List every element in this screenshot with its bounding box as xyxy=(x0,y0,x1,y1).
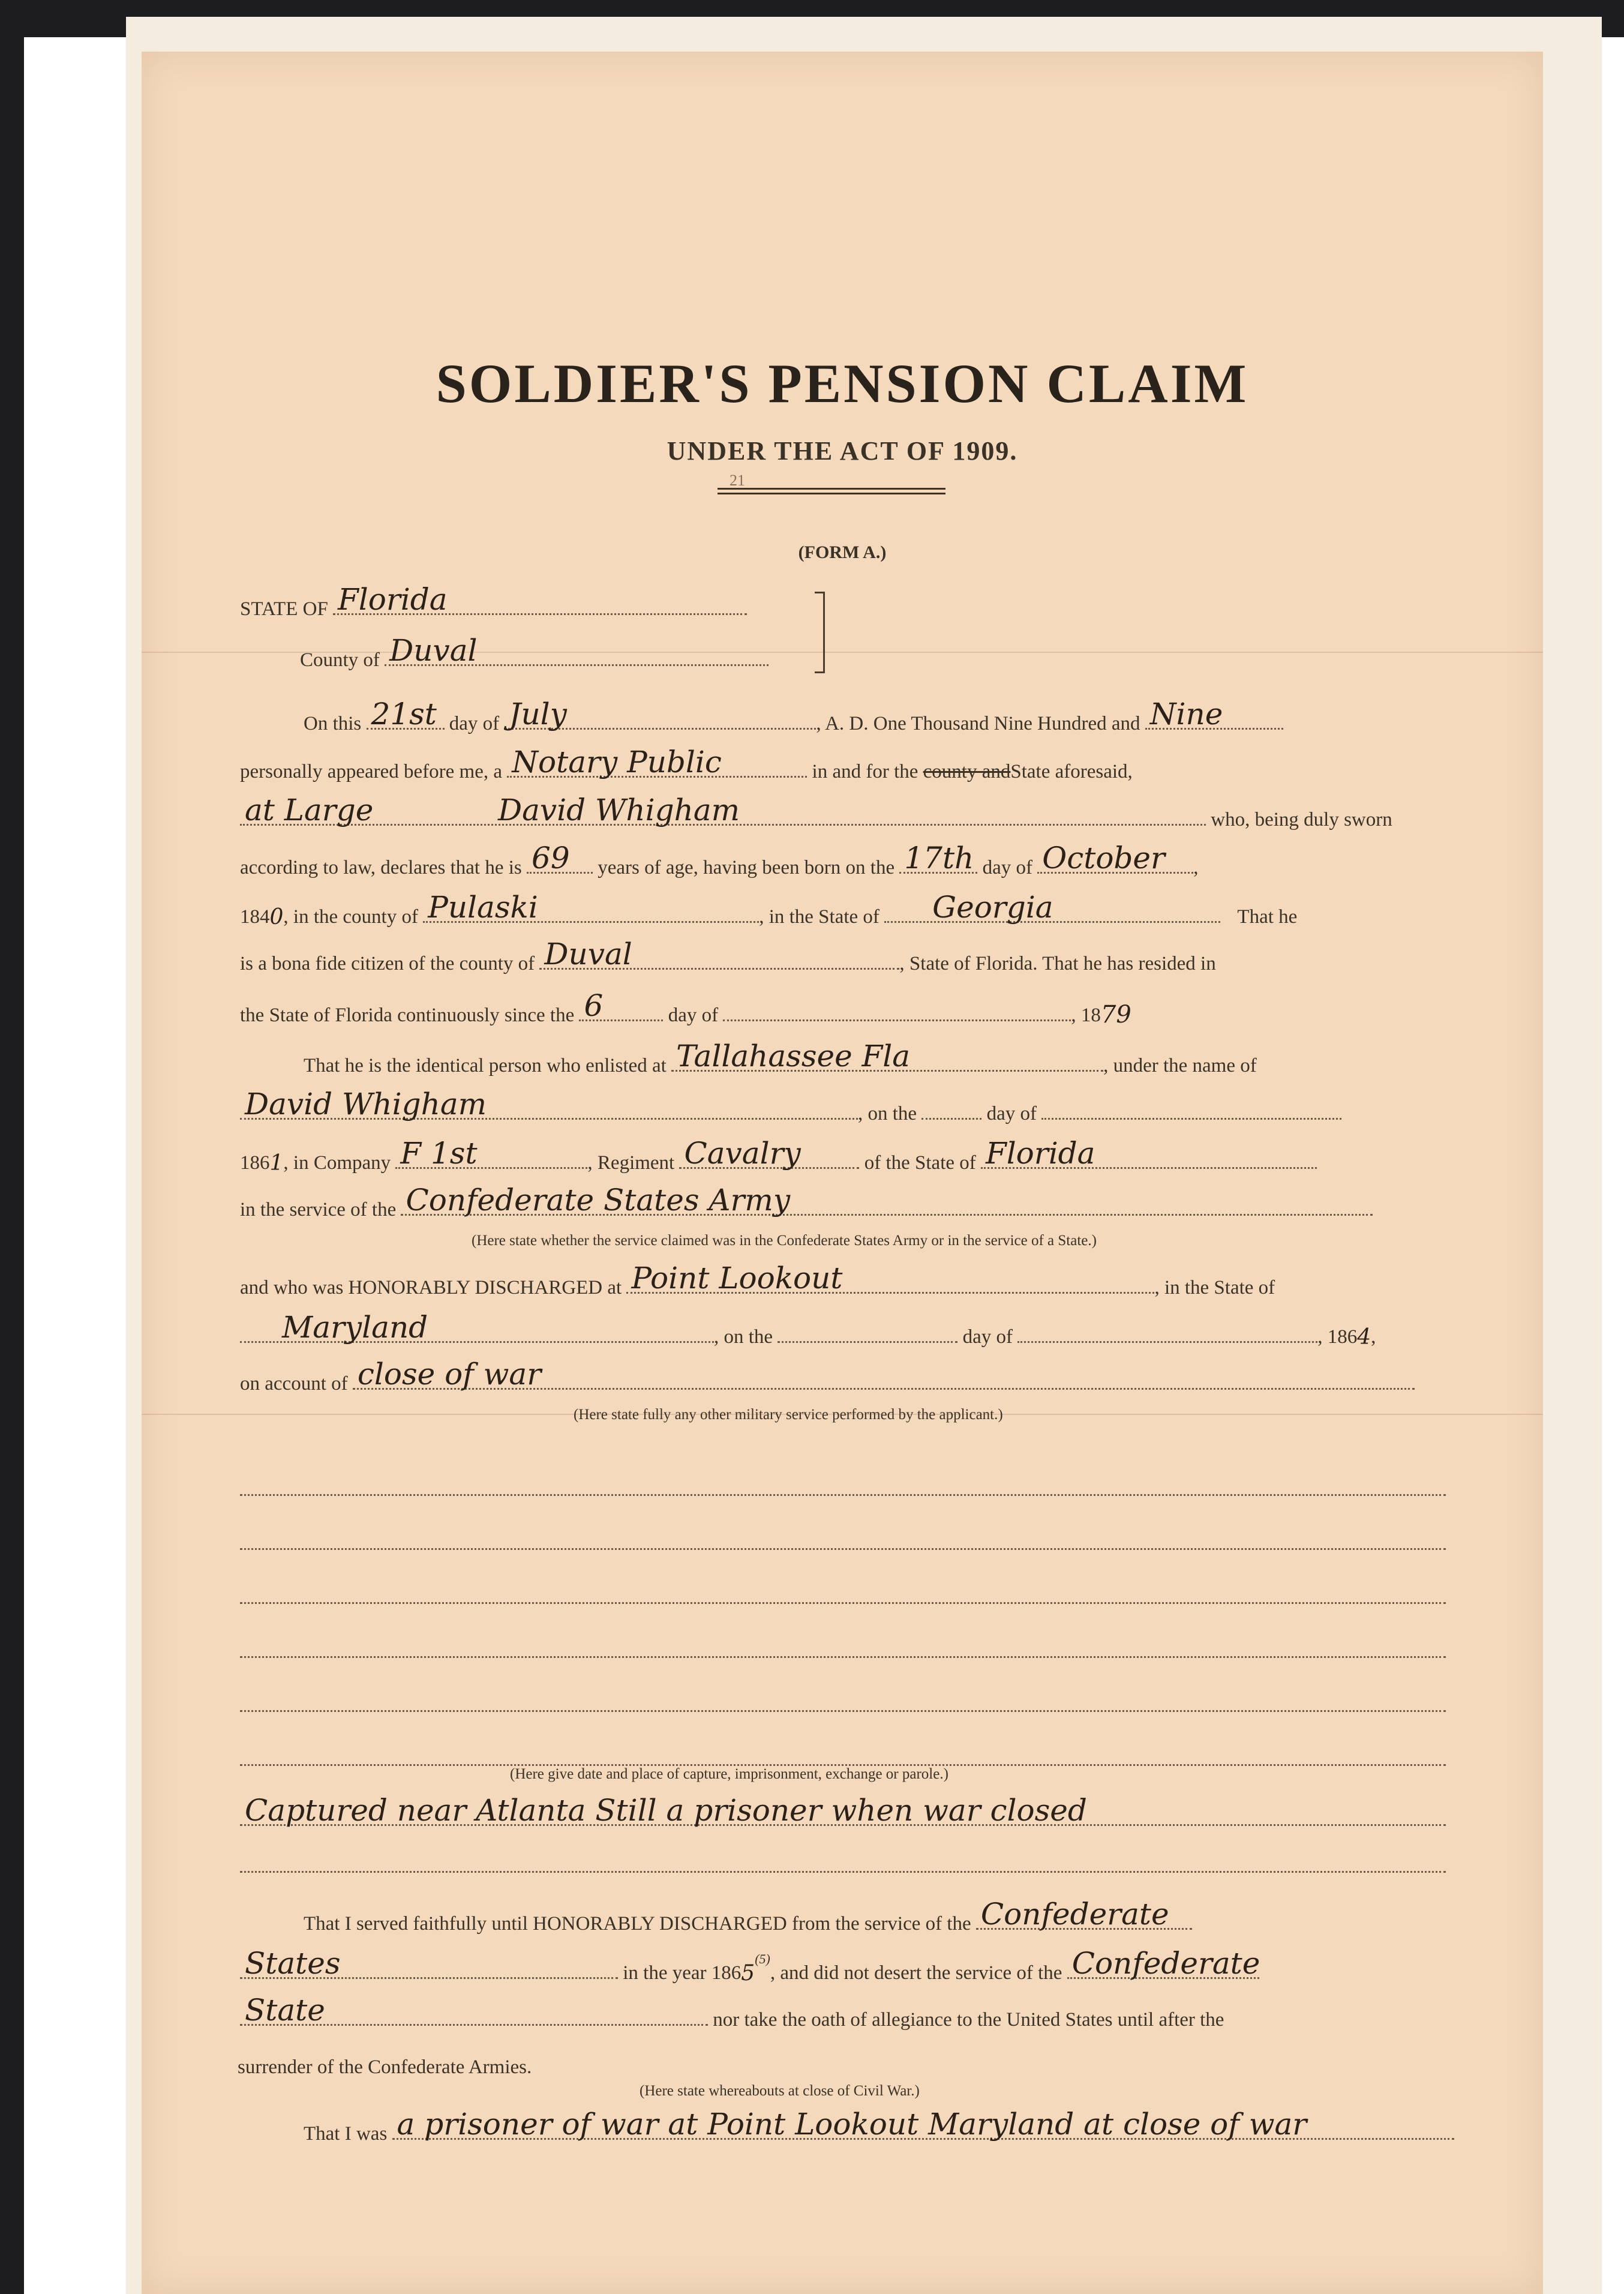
text-day-of: day of xyxy=(668,1004,719,1026)
enlistment-line-1 xyxy=(304,1039,1257,1076)
appearance-line-1 xyxy=(304,697,1283,734)
margin-annotation: 21 xyxy=(730,472,745,489)
form-subtitle: UNDER THE ACT OF 1909. xyxy=(667,436,1018,466)
enlisted-name-value: David Whigham xyxy=(245,1087,487,1121)
declaration-line-1: according to law, declares that he is 69 years of age, having been born on the 17th day of October , xyxy=(240,841,1199,878)
faithful-service-field-1 xyxy=(976,1897,1192,1932)
regiment-field xyxy=(679,1136,859,1171)
form-title: SOLDIER'S PENSION CLAIM xyxy=(436,353,1249,414)
born-year-value: 0 xyxy=(269,905,284,929)
text-served-faithfully: That I served faithfully until HONORABLY DISCHARGED from the service of the xyxy=(304,1913,971,1935)
affiant-field xyxy=(240,793,1206,827)
text-that-he: That he xyxy=(1237,906,1298,928)
enlistment-line-3 xyxy=(240,1136,1317,1176)
discharge-state-field xyxy=(240,1310,714,1345)
blank-line xyxy=(240,1857,1446,1873)
declaration-line-3 xyxy=(240,937,1216,974)
blank-line xyxy=(240,1480,1446,1496)
discharge-reason-value: close of war xyxy=(357,1357,542,1392)
company-field xyxy=(395,1136,587,1171)
text-not-desert: , and did not desert the service of the xyxy=(770,1962,1062,1984)
blank-line xyxy=(240,1750,1446,1766)
declaration-line-2 xyxy=(240,890,1298,929)
officer-field xyxy=(507,745,807,779)
birth-month-value: October xyxy=(1042,841,1165,875)
text-day-of: day of xyxy=(449,713,500,734)
discharge-place-field xyxy=(626,1261,1154,1296)
age-value: 69 xyxy=(532,841,570,875)
county-of-line xyxy=(300,633,769,671)
text-in-service: in the service of the xyxy=(240,1199,397,1221)
text-years-of-age: years of age, having been born on the xyxy=(598,857,895,878)
faithful-service-field-1b xyxy=(240,1946,618,1981)
enlisted-at-field xyxy=(671,1039,1103,1073)
state-of-field xyxy=(333,582,747,617)
state-of-value: Florida xyxy=(338,582,448,617)
enlisted-month-field xyxy=(1041,1103,1341,1120)
text-in-and-for: in and for the xyxy=(812,761,918,782)
company-value: F 1st xyxy=(400,1136,478,1171)
text-year-prefix: 186 xyxy=(240,1152,270,1174)
discharge-month-field xyxy=(1017,1327,1317,1343)
faithful-service-value-1: Confederate xyxy=(980,1897,1169,1932)
text-in-state-of: , in the State of xyxy=(1154,1277,1275,1299)
day-field xyxy=(367,697,445,731)
whereabouts-field xyxy=(392,2107,1454,2142)
appearance-line-3 xyxy=(240,793,1392,830)
enlisted-state-field xyxy=(981,1136,1317,1171)
faithful-service-field-2b xyxy=(240,1993,708,2028)
age-field xyxy=(527,841,593,875)
text-identical: That he is the identical person who enlisted at xyxy=(304,1055,667,1076)
declaration-line-4 xyxy=(240,988,1131,1028)
discharge-line-1 xyxy=(240,1261,1275,1299)
discharge-day-field xyxy=(778,1327,957,1343)
venue-bracket xyxy=(815,592,825,673)
whereabouts-value: a prisoner of war at Point Lookout Maryland at close of war xyxy=(397,2107,1307,2142)
faithful-service-field-2 xyxy=(1067,1946,1260,1981)
birth-county-value: Pulaski xyxy=(428,890,538,925)
scan-border-left xyxy=(0,0,24,2294)
county-of-value: Duval xyxy=(389,633,478,668)
birth-day-field xyxy=(899,841,977,875)
text-in-county-of: , in the county of xyxy=(283,906,418,928)
other-service-instruction: (Here state fully any other military service performed by the applicant.) xyxy=(574,1407,1003,1423)
text-regiment: , Regiment xyxy=(587,1152,675,1174)
text-in-the-year: in the year 186 xyxy=(623,1962,742,1984)
capture-line xyxy=(240,1793,1446,1830)
text-that-i-was: That I was xyxy=(304,2123,388,2145)
discharge-line-2: Maryland , on the day of , 1864, xyxy=(240,1326,1376,1347)
faithful-line-3 xyxy=(240,1993,1224,2031)
resided-day-value: 6 xyxy=(584,988,604,1023)
birth-county-field xyxy=(423,890,759,925)
faithful-line-2 xyxy=(240,1946,1260,1986)
discharge-place-value: Point Lookout xyxy=(631,1261,843,1296)
officer-value: Notary Public xyxy=(512,745,722,779)
text-day-of: day of xyxy=(962,1326,1013,1348)
enlisted-year-value: 1 xyxy=(269,1151,284,1176)
service-instruction: (Here state whether the service claimed was in the Confederate States Army or in the service of a State.) xyxy=(472,1233,1097,1249)
text-in-state-of: , in the State of xyxy=(759,906,879,928)
blank-line xyxy=(240,1696,1446,1712)
text-state-aforesaid: State aforesaid, xyxy=(1010,761,1133,782)
state-of-label: STATE OF xyxy=(240,598,328,620)
form-label: (FORM A.) xyxy=(798,542,887,562)
year-value: Nine xyxy=(1149,697,1223,731)
discharge-state-value: Maryland xyxy=(282,1310,428,1345)
text-ad: , A. D. One Thousand Nine Hundred and xyxy=(816,713,1140,734)
enlisted-at-value: Tallahassee Fla xyxy=(676,1039,911,1073)
year-field xyxy=(1145,697,1283,731)
faithful-service-value-2: Confederate xyxy=(1071,1946,1260,1981)
service-value: Confederate States Army xyxy=(406,1183,791,1218)
enlisted-name-field xyxy=(240,1087,858,1121)
text-honorably-discharged: and who was HONORABLY DISCHARGED at xyxy=(240,1277,622,1299)
regiment-value: Cavalry xyxy=(684,1136,801,1171)
discharge-year-value: 4 xyxy=(1357,1325,1371,1350)
struck-county-and: county and xyxy=(923,761,1011,782)
whereabouts-line xyxy=(304,2107,1454,2145)
faithful-line-1 xyxy=(304,1897,1192,1935)
faithful-service-value-2b: State xyxy=(245,1993,325,2028)
month-field xyxy=(504,697,816,731)
capture-field xyxy=(240,1793,1446,1828)
text-day-of: day of xyxy=(982,857,1032,878)
text-nor-oath: nor take the oath of allegiance to the United States until after the xyxy=(713,2009,1224,2031)
text-resided: the State of Florida continuously since the xyxy=(240,1004,575,1026)
resided-year-value: 79 xyxy=(1100,1001,1131,1028)
text-on-account: on account of xyxy=(240,1373,348,1395)
text-year-prefix: , 18 xyxy=(1071,1004,1101,1026)
faithful-year-correction: (5) xyxy=(755,1951,770,1966)
text-personally: personally appeared before me, a xyxy=(240,761,503,782)
service-field xyxy=(401,1183,1373,1218)
text-on-this: On this xyxy=(304,713,362,734)
resided-day-field xyxy=(579,988,663,1023)
enlisted-state-value: Florida xyxy=(986,1136,1095,1171)
enlistment-line-4 xyxy=(240,1183,1373,1221)
county-of-field xyxy=(385,633,769,668)
blank-line xyxy=(240,1534,1446,1550)
text-year-prefix: , 186 xyxy=(1317,1326,1358,1348)
text-in-company: , in Company xyxy=(283,1152,391,1174)
blank-line xyxy=(240,1588,1446,1604)
enlistment-line-2 xyxy=(240,1087,1341,1124)
faithful-line-4: surrender of the Confederate Armies. xyxy=(238,2056,532,2078)
birth-state-value: Georgia xyxy=(932,890,1053,925)
text-under-name: , under the name of xyxy=(1103,1055,1257,1076)
citizen-county-field xyxy=(539,937,899,971)
birth-state-field xyxy=(884,890,1220,925)
state-of-line xyxy=(240,582,747,620)
text-according: according to law, declares that he is xyxy=(240,857,522,878)
text-on-the: , on the xyxy=(858,1103,917,1124)
affiant-name-value: David Whigham xyxy=(498,793,740,827)
at-large-value: at Large xyxy=(245,793,374,827)
capture-value: Captured near Atlanta Still a prisoner when war closed xyxy=(245,1793,1087,1828)
whereabouts-instruction: (Here state whereabouts at close of Civil War.) xyxy=(640,2083,920,2099)
month-value: July xyxy=(509,697,567,731)
resided-month-field xyxy=(723,1005,1071,1021)
day-value: 21st xyxy=(371,697,437,731)
text-of-state-of: of the State of xyxy=(864,1152,976,1174)
appearance-line-2 xyxy=(240,745,1133,782)
birth-day-value: 17th xyxy=(904,841,974,875)
faithful-year-value: 5 xyxy=(741,1961,755,1986)
blank-line xyxy=(240,1642,1446,1658)
text-day-of: day of xyxy=(986,1103,1037,1124)
discharge-reason-field xyxy=(353,1357,1415,1392)
capture-instruction: (Here give date and place of capture, imprisonment, exchange or parole.) xyxy=(510,1766,948,1782)
faithful-service-value-1b: States xyxy=(245,1946,341,1981)
county-of-label: County of xyxy=(300,649,380,671)
pension-claim-form xyxy=(142,52,1543,2294)
title-rule xyxy=(718,488,945,494)
text-born-year-prefix: 184 xyxy=(240,906,270,928)
discharge-line-3 xyxy=(240,1357,1415,1395)
birth-month-field xyxy=(1037,841,1193,875)
citizen-county-value: Duval xyxy=(544,937,632,971)
text-citizen: is a bona fide citizen of the county of xyxy=(240,953,535,974)
text-on-the: , on the xyxy=(714,1326,773,1348)
enlisted-day-field xyxy=(921,1103,981,1120)
text-state-of-florida: , State of Florida. That he has resided in xyxy=(899,953,1216,974)
text-who-sworn: who, being duly sworn xyxy=(1211,809,1392,830)
